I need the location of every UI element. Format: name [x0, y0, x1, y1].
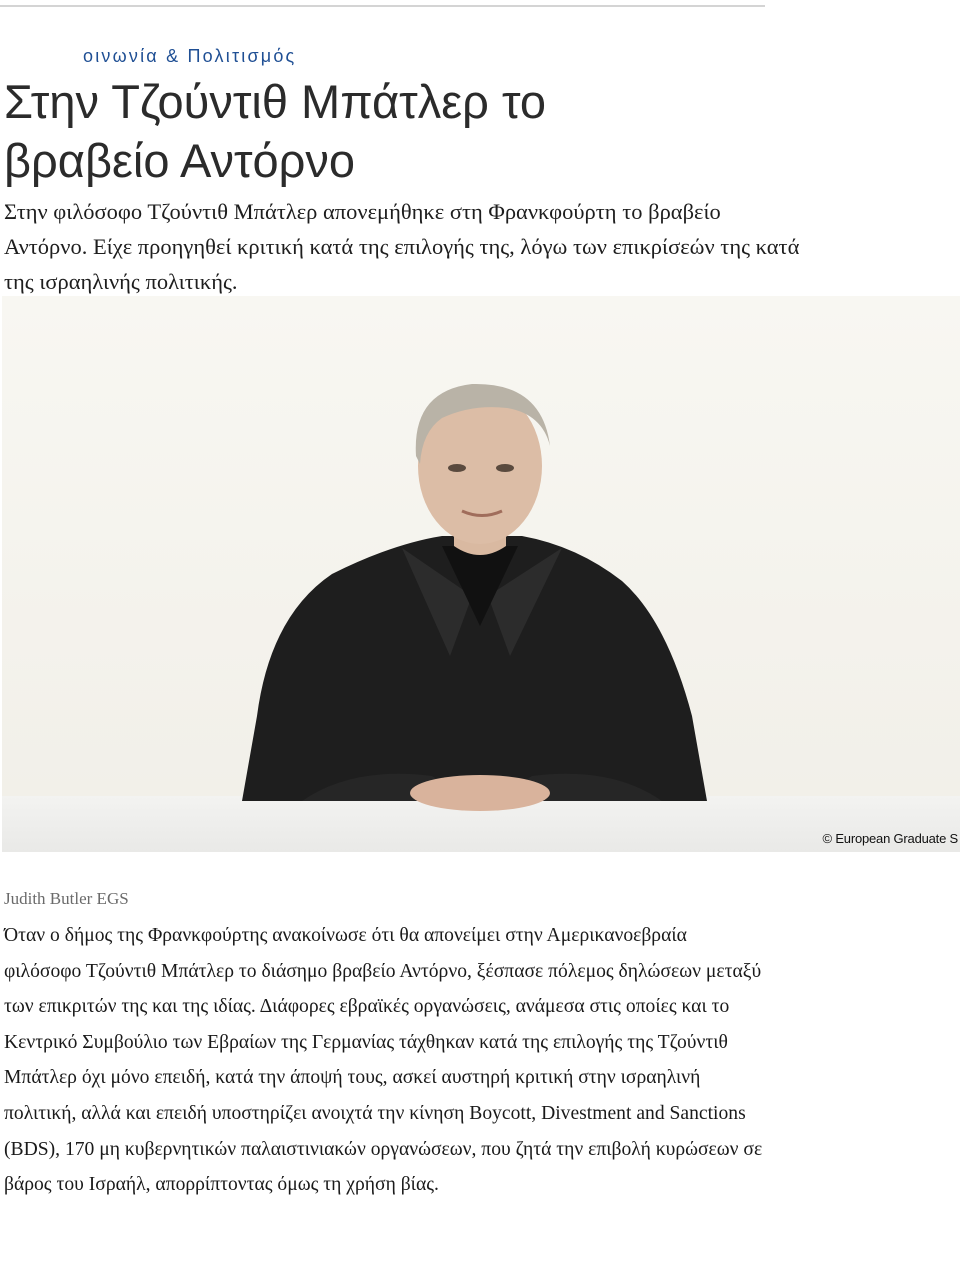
- portrait-illustration: [2, 296, 960, 852]
- article-photo: [2, 296, 960, 852]
- article-lead: Στην φιλόσοφο Τζούντιθ Μπάτλερ απονεμήθηκε στη Φρανκφούρτη το βραβείο Αντόρνο. Είχε προηγηθεί κριτική κατά της επιλογής της, λόγω των επικρίσεών της κατά της ισραηλινής πολιτικής.: [4, 199, 800, 294]
- article-headline: Στην Τζούντιθ Μπάτλερ το βραβείο Αντόρνο: [4, 75, 546, 187]
- category-link[interactable]: οινωνία & Πολιτισμός: [83, 46, 297, 66]
- photo-caption: Judith Butler EGS: [4, 889, 129, 908]
- photo-credit: © European Graduate S: [822, 831, 958, 846]
- top-divider: [0, 5, 765, 7]
- article-body: Όταν ο δήμος της Φρανκφούρτης ανακοίνωσε ότι θα απονείμει στην Αμερικανοεβραία φιλόσοφο Τζούντιθ Μπάτλερ το διάσημο βραβείο Αντόρνο, ξέσπασε πόλεμος δηλώσεων μεταξύ των επικριτών της και της ιδίας. Διάφορες εβραϊκές οργανώσεις, ανάμεσα στις οποίες και το Κεντρικό Συμβούλιο των Εβραίων της Γερμανίας τάχθηκαν κατά της επιλογής της Τζούντιθ Μπάτλερ όχι μόνο επειδή, κατά την άποψή τους, ασκεί αυστηρή κριτική στην ισραηλινή πολιτική, αλλά και επειδή υποστηρίζει ανοιχτά την κίνηση Boycott, Divestment and Sanctions (BDS), 170 μη κυβερνητικών παλαιστινιακών οργανώσεων, που ζητά την επιβολή κυρώσεων σε βάρος του Ισραήλ, απορρίπτοντας όμως τη χρήση βίας.: [4, 925, 763, 1196]
